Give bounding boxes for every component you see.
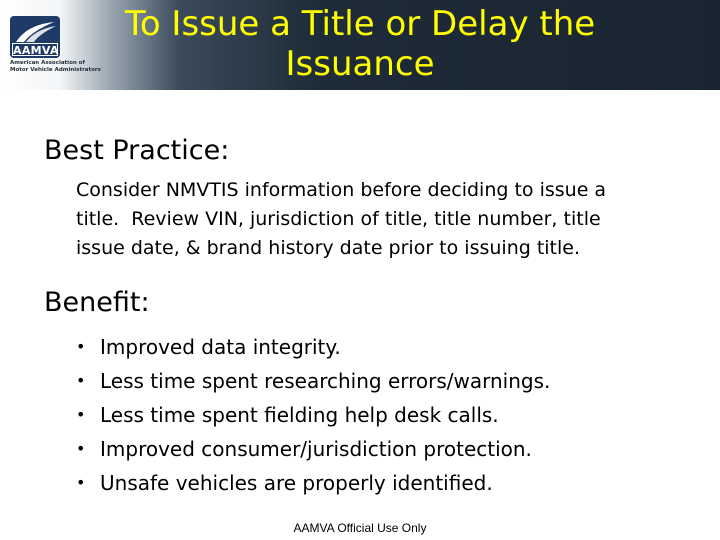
logo-name: AAMVA [13,44,59,57]
footer-text: AAMVA Official Use Only [293,521,427,535]
best-practice-line1: Consider NMVTIS information before deciding to issue a [76,179,607,201]
bullet-icon: • [76,371,86,390]
benefit-item-text: Improved consumer/jurisdiction protection. [100,437,532,461]
benefit-item-text: Improved data integrity. [100,335,341,359]
logo-subtitle [10,60,110,74]
logo-subtitle-line1: American Association of [10,60,85,66]
aamva-logo [10,16,108,82]
benefit-item [76,364,550,398]
benefit-item [76,432,550,466]
benefit-item [76,398,550,432]
benefit-list [76,330,550,500]
slide-title-line2: Issuance [285,44,435,84]
logo-subtitle-line2: Motor Vehicle Administrators [10,67,101,73]
logo-badge [10,16,60,58]
benefit-item [76,466,550,500]
best-practice-line2: title. Review VIN, jurisdiction of title, title number, title [76,208,601,230]
benefit-item-text: Unsafe vehicles are properly identified. [100,471,493,495]
benefit-heading: Benefit: [44,287,150,318]
header-banner [0,0,720,90]
bullet-icon: • [76,473,86,492]
best-practice-heading: Best Practice: [44,135,230,166]
bullet-icon: • [76,337,86,356]
benefit-item-text: Less time spent researching errors/warnings. [100,369,551,393]
bullet-icon: • [76,405,86,424]
slide-title-line1: To Issue a Title or Delay the [124,4,596,44]
benefit-item [76,330,550,364]
benefit-item-text: Less time spent fielding help desk calls. [100,403,499,427]
bullet-icon: • [76,439,86,458]
best-practice-line3: issue date, & brand history date prior to issuing title. [76,237,581,259]
best-practice-text [76,176,696,263]
slide-title [100,4,620,84]
